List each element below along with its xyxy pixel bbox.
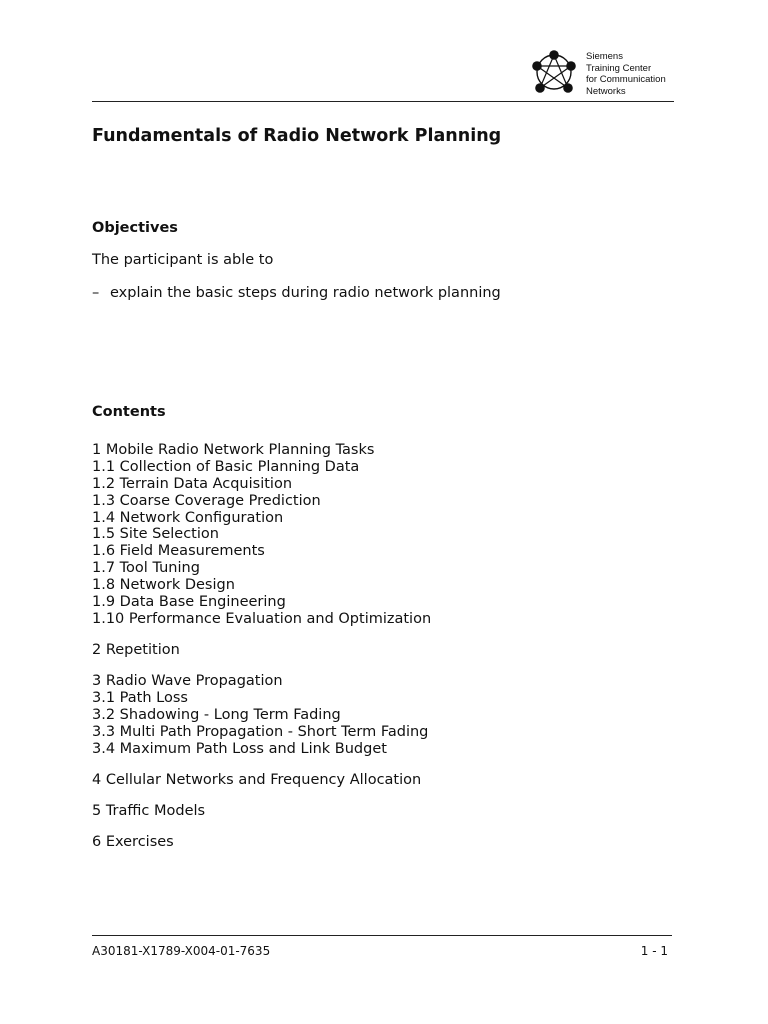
toc-entry: 3.4 Maximum Path Loss and Link Budget (92, 740, 387, 757)
toc-entry: 6 Exercises (92, 834, 174, 851)
toc-entry: 1.6 Field Measurements (92, 543, 265, 560)
toc-entry: 1.7 Tool Tuning (92, 560, 200, 577)
toc-entry: 1.3 Coarse Coverage Prediction (92, 492, 321, 509)
objectives-heading: Objectives (92, 220, 178, 236)
toc-entry: 1.1 Collection of Basic Planning Data (92, 458, 360, 475)
toc-entry: 3.3 Multi Path Propagation - Short Term Fading (92, 723, 429, 740)
objective-text: explain the basic steps during radio network planning (110, 285, 501, 301)
toc-entry: 1.10 Performance Evaluation and Optimization (92, 610, 432, 627)
org-line: for Communication (586, 74, 666, 86)
toc-entry: 1.8 Network Design (92, 577, 235, 594)
toc-group-gap (92, 628, 431, 642)
toc-entry: 1.4 Network Configuration (92, 509, 284, 526)
objective-bullet (92, 285, 501, 301)
org-line: Training Center (586, 62, 652, 74)
page-number: 1 - 1 (640, 944, 668, 958)
footer-divider (92, 935, 672, 936)
org-line: Siemens (586, 51, 623, 62)
contents-heading: Contents (92, 404, 166, 420)
organization-name (586, 51, 666, 97)
toc-entry: 1 Mobile Radio Network Planning Tasks (92, 442, 375, 458)
objectives-intro: The participant is able to (92, 252, 274, 268)
toc-entry: 4 Cellular Networks and Frequency Allocation (92, 772, 422, 789)
table-of-contents (92, 442, 431, 851)
bullet-dash: – (92, 285, 100, 301)
document-number: A30181-X1789-X004-01-7635 (92, 944, 271, 958)
org-line: Networks (586, 85, 626, 97)
toc-entry: 1.9 Data Base Engineering (92, 594, 286, 611)
toc-entry: 1.2 Terrain Data Acquisition (92, 475, 293, 492)
toc-group-gap (92, 659, 431, 673)
toc-group-gap (92, 789, 431, 803)
toc-entry: 2 Repetition (92, 642, 180, 659)
toc-entry: 3.1 Path Loss (92, 690, 188, 707)
toc-entry: 5 Traffic Models (92, 803, 206, 820)
document-title: Fundamentals of Radio Network Planning (92, 126, 502, 146)
toc-group-gap (92, 820, 431, 834)
siemens-network-logo-icon (530, 48, 578, 96)
toc-entry: 3 Radio Wave Propagation (92, 673, 283, 690)
toc-group-gap (92, 758, 431, 772)
header-divider (92, 101, 674, 102)
toc-entry: 3.2 Shadowing - Long Term Fading (92, 707, 341, 724)
toc-entry: 1.5 Site Selection (92, 526, 219, 543)
